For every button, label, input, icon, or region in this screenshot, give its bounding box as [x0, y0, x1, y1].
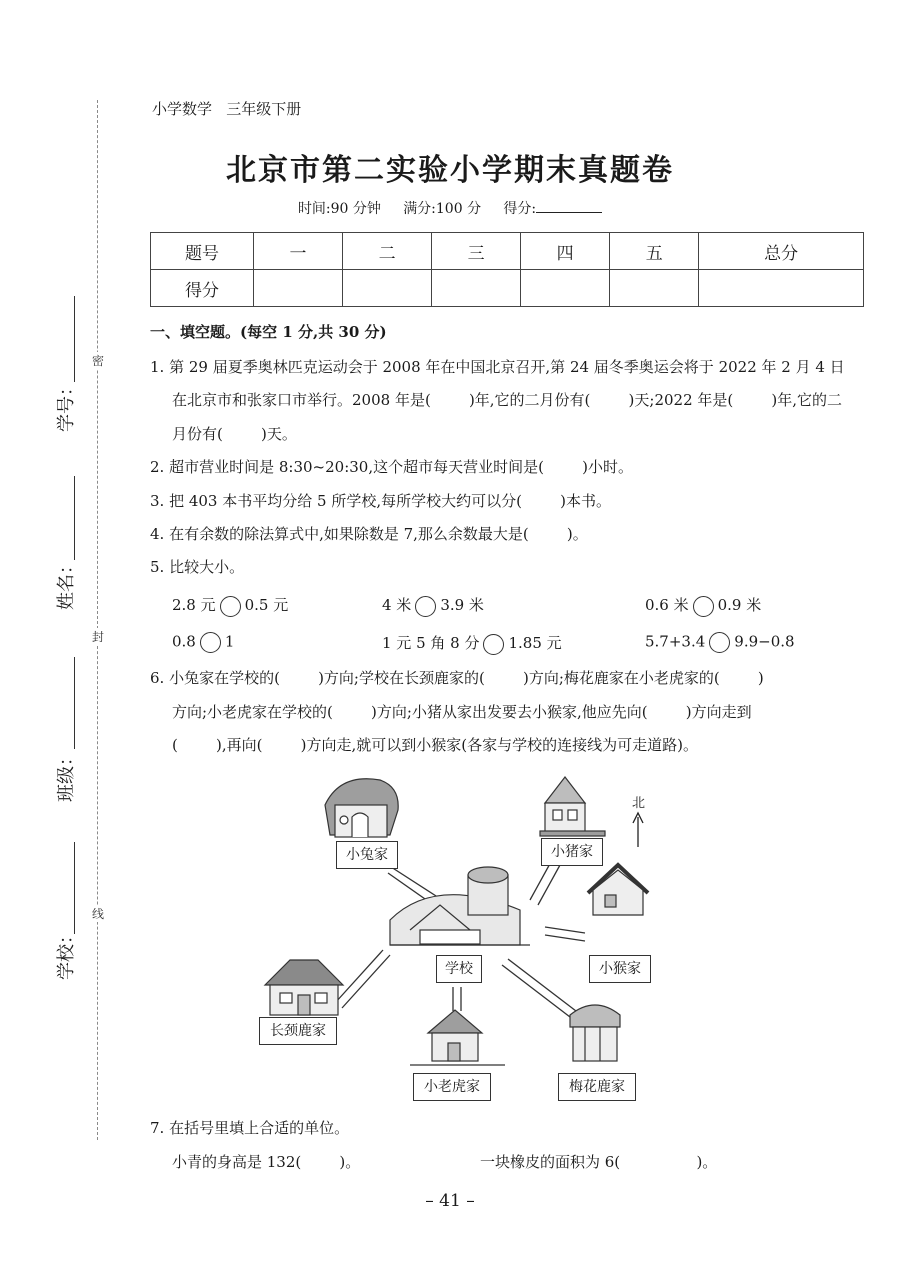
- place-label-rabbit: 小兔家: [336, 841, 398, 869]
- score-input-cell[interactable]: [521, 270, 610, 307]
- seal-char-xian: 线: [91, 907, 104, 921]
- place-label-tiger: 小老虎家: [413, 1073, 491, 1101]
- table-cell: 四: [521, 233, 610, 270]
- seal-char-mi: 密: [91, 354, 104, 368]
- comparison-left: 1 元 5 角 8 分: [382, 634, 480, 652]
- comparison-left: 0.6 米: [645, 596, 689, 614]
- score-label: 得分:: [503, 201, 537, 217]
- compare-circle[interactable]: [483, 634, 504, 655]
- table-cell: 二: [343, 233, 432, 270]
- score-input-cell[interactable]: [699, 270, 864, 307]
- comparison-left: 5.7+3.4: [645, 632, 706, 651]
- seal-char-feng: 封: [91, 630, 104, 644]
- question-7-a: 小青的身高是 132( )。: [172, 1153, 361, 1171]
- question-7: 7. 在括号里填上合适的单位。: [150, 1119, 350, 1137]
- section-heading: 一、填空题。(每空 1 分,共 30 分): [150, 323, 387, 341]
- page-title: 北京市第二实验小学期末真题卷: [226, 153, 674, 188]
- table-cell: 题号: [151, 233, 254, 270]
- score-table-header-row: [151, 233, 864, 270]
- class-label: 班级：: [56, 748, 77, 802]
- tiger-house-icon: [410, 1010, 505, 1065]
- question-2: 2. 超市营业时间是 8:30~20:30,这个超市每天营业时间是( )小时。: [150, 458, 633, 476]
- name-label: 姓名：: [56, 556, 77, 610]
- question-6-line-2: 方向;小老虎家在学校的( )方向;小猪从家出发要去小猴家,他应先向( )方向走到: [172, 703, 752, 721]
- place-label-giraffe: 长颈鹿家: [259, 1017, 337, 1045]
- road-pig-school: [530, 860, 552, 900]
- comparison-item: [172, 632, 234, 653]
- score-table: [150, 232, 864, 307]
- question-5: 5. 比较大小。: [150, 558, 245, 576]
- place-label-deer: 梅花鹿家: [558, 1073, 636, 1101]
- question-6-line-1: 6. 小兔家在学校的( )方向;学校在长颈鹿家的( )方向;梅花鹿家在小老虎家的( ): [150, 669, 764, 687]
- table-cell: 一: [254, 233, 343, 270]
- comparison-right: 1: [224, 632, 235, 651]
- exam-info: [0, 198, 900, 218]
- question-1-line-3: 月份有( )天。: [172, 425, 297, 443]
- table-cell: 得分: [151, 270, 254, 307]
- table-cell: 总分: [699, 233, 864, 270]
- table-cell: 三: [432, 233, 521, 270]
- road-deer-school: [508, 959, 576, 1011]
- comparison-item: [645, 594, 761, 617]
- time-info: 时间:90 分钟: [297, 201, 381, 217]
- comparison-right: 0.9 米: [717, 596, 762, 614]
- comparison-left: 4 米: [382, 596, 412, 614]
- question-6-line-3: ( ),再向( )方向走,就可以到小猴家(各家与学校的连接线为可走道路)。: [172, 736, 698, 754]
- comparison-item: [172, 594, 288, 617]
- monkey-house-icon: [588, 865, 648, 915]
- comparison-right: 1.85 元: [508, 634, 562, 652]
- name-line[interactable]: [74, 476, 75, 560]
- score-input-cell[interactable]: [432, 270, 521, 307]
- place-label-pig: 小猪家: [541, 838, 603, 866]
- compare-circle[interactable]: [200, 632, 221, 653]
- comparison-left: 2.8 元: [172, 596, 216, 614]
- compare-circle[interactable]: [709, 632, 730, 653]
- binding-dashed-line: [97, 100, 98, 1140]
- score-input-cell[interactable]: [254, 270, 343, 307]
- full-score-info: 满分:100 分: [403, 201, 482, 217]
- comparison-left: 0.8: [172, 632, 196, 651]
- rabbit-house-icon: [325, 779, 398, 837]
- student-id-line[interactable]: [74, 296, 75, 382]
- question-1-line-2: 在北京市和张家口市举行。2008 年是( )年,它的二月份有( )天;2022 年是( )年,它的二: [172, 391, 843, 409]
- place-label-school: 学校: [436, 955, 482, 983]
- compare-circle[interactable]: [220, 596, 241, 617]
- map-diagram: [240, 765, 670, 1105]
- student-id-label: 学号：: [56, 378, 77, 432]
- comparison-right: 9.9−0.8: [734, 632, 795, 651]
- class-line[interactable]: [74, 657, 75, 749]
- comparison-item: [645, 632, 795, 653]
- comparison-item: [382, 594, 484, 617]
- road-monkey-school: [545, 927, 585, 933]
- question-7-b: 一块橡皮的面积为 6( )。: [480, 1153, 718, 1171]
- subject-header: 小学数学 三年级下册: [152, 100, 302, 118]
- road-deer-school: [502, 965, 570, 1017]
- score-input-cell[interactable]: [610, 270, 699, 307]
- school-label: 学校：: [56, 926, 77, 980]
- question-1-line-1: 1. 第 29 届夏季奥林匹克运动会于 2008 年在中国北京召开,第 24 届冬季奥运会将于 2022 年 2 月 4 日: [150, 358, 845, 376]
- score-table-score-row: [151, 270, 864, 307]
- score-blank[interactable]: [536, 212, 602, 213]
- road-giraffe-school: [335, 950, 383, 1003]
- page-number: – 41 –: [425, 1191, 475, 1211]
- school-line[interactable]: [74, 842, 75, 934]
- score-input-cell[interactable]: [343, 270, 432, 307]
- table-cell: 五: [610, 233, 699, 270]
- comparison-right: 0.5 元: [244, 596, 289, 614]
- question-4: 4. 在有余数的除法算式中,如果除数是 7,那么余数最大是( )。: [150, 525, 588, 543]
- road-giraffe-school: [342, 955, 390, 1008]
- place-label-monkey: 小猴家: [589, 955, 651, 983]
- question-3: 3. 把 403 本书平均分给 5 所学校,每所学校大约可以分( )本书。: [150, 492, 611, 510]
- giraffe-house-icon: [265, 960, 343, 1015]
- school-building-icon: [390, 867, 530, 945]
- pig-house-icon: [540, 777, 605, 836]
- road-monkey-school: [545, 935, 585, 941]
- comparison-right: 3.9 米: [440, 596, 484, 614]
- compare-circle[interactable]: [693, 596, 714, 617]
- north-label: 北: [632, 796, 646, 811]
- comparison-item: [382, 632, 562, 655]
- deer-house-icon: [570, 1005, 620, 1061]
- compare-circle[interactable]: [415, 596, 436, 617]
- road-pig-school: [538, 865, 560, 905]
